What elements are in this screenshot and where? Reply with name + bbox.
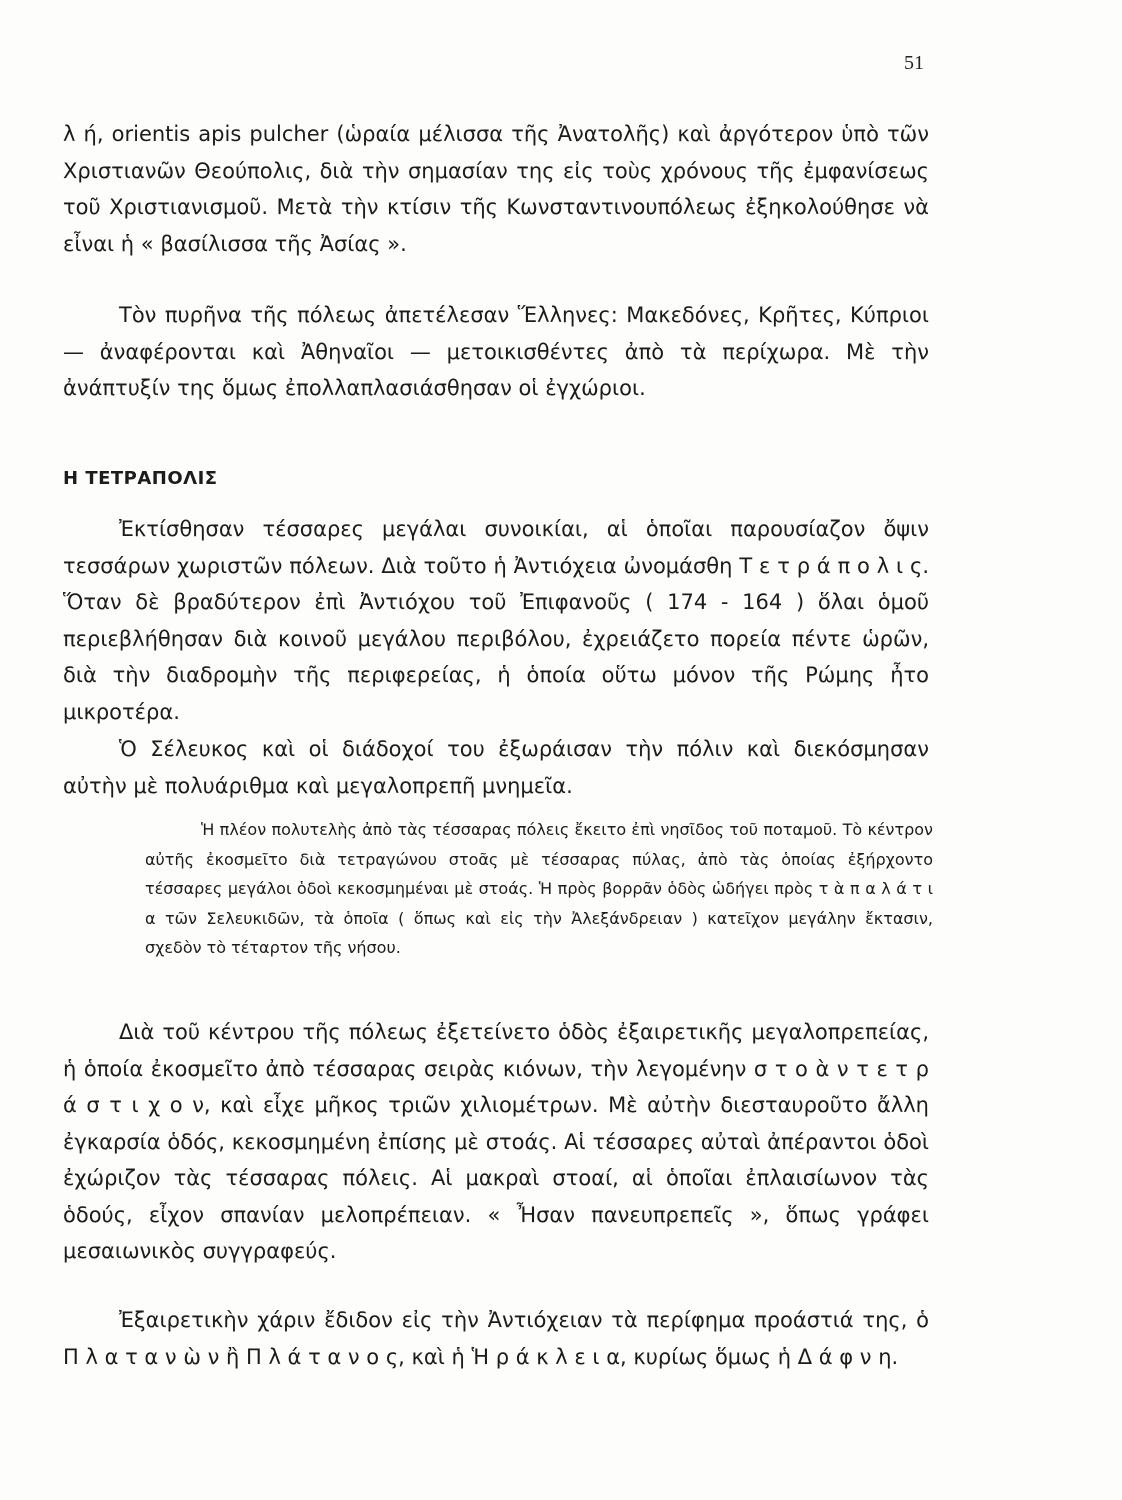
paragraph-asia-queen [63,116,929,262]
paragraph-seleucus [63,731,929,804]
paragraph-text: Ὁ Σέλευκος καὶ οἱ διάδοχοί του ἐξωράισαν τὴν πόλιν καὶ διεκόσμησαν αὐτὴν μὲ πολυάριθμα καὶ μεγαλοπρεπῆ μνημεῖα. [63,737,929,798]
paragraph-text: Τὸν πυρῆνα τῆς πόλεως ἀπετέλεσαν Ἕλληνες: Μακεδόνες, Κρῆτες, Κύπριοι — ἀναφέρονται καὶ Ἀθηναῖοι — μετοικισθέντες ἀπὸ τὰ περίχωρα. Μὲ τὴν ἀνάπτυξίν της ὅμως ἐπολλαπλασιάσθησαν οἱ ἐγχώριοι. [63,303,929,400]
paragraph-text: Ἐκτίσθησαν τέσσαρες μεγάλαι συνοικίαι, αἱ ὁποῖαι παρουσίαζον ὄψιν τεσσάρων χωριστῶν πόλεων. Διὰ τοῦτο ἡ Ἀντιόχεια ὠνομάσθη Τ ε τ ρ ά π ο λ ι ς. Ὅταν δὲ βραδύτερον ἐπὶ Ἀντιόχου τοῦ Ἐπιφανοῦς ( 174 - 164 ) ὅλαι ὁμοῦ περιεβλήθησαν διὰ κοινοῦ μεγάλου περιβόλου, ἐχρειάζετο πορεία πέντε ὡρῶν, διὰ τὴν διαδρομὴν τῆς περιφερείας, ἡ ὁποία οὕτω μόνον τῆς Ρώμης ἦτο μικροτέρα. [63,517,929,724]
section-heading-block [63,468,929,489]
paragraph-tetrapolis [63,511,929,730]
section-heading: Η ΤΕΤΡΑΠΟΛΙΣ [63,468,218,489]
paragraph-text: Διὰ τοῦ κέντρου τῆς πόλεως ἐξετείνετο ὁδὸς ἐξαιρετικῆς μεγαλοπρεπείας, ἡ ὁποία ἐκοσμεῖτο ἀπὸ τέσσαρας σειρὰς κιόνων, τὴν λεγομένην σ τ ο ὰ ν τ ε τ ρ ά σ τ ι χ ο ν, καὶ εἶχε μῆκος τριῶν χιλιομέτρων. Μὲ αὐτὴν διεσταυροῦτο ἄλλη ἐγκαρσία ὁδός, κεκοσμημένη ἐπίσης μὲ στοάς. Αἱ τέσσαρες αὐταὶ ἀπέραντοι ὁδοὶ ἐχώριζον τὰς τέσσαρας πόλεις. Αἱ μακραὶ στοαί, αἱ ὁποῖαι ἐπλαισίωνον τὰς ὁδούς, εἶχον σπανίαν μελοπρέπειαν. « Ἦσαν πανευπρεπεῖς », ὅπως γράφει μεσαιωνικὸς συγγραφεύς. [63,1020,929,1263]
paragraph-city-core [63,297,929,407]
note-island-palace [145,815,933,963]
note-text: Ἡ πλέον πολυτελὴς ἀπὸ τὰς τέσσαρας πόλεις ἔκειτο ἐπὶ νησῖδος τοῦ ποταμοῦ. Τὸ κέντρον αὐτῆς ἐκοσμεῖτο διὰ τετραγώνου στοᾶς μὲ τέσσαρας πύλας, ἀπὸ τὰς ὁποίας ἐξήρχοντο τέσσαρες μεγάλοι ὁδοὶ κεκοσμημέναι μὲ στοάς. Ἡ πρὸς βορρᾶν ὁδὸς ὡδήγει πρὸς τ ὰ π α λ ά τ ι α τῶν Σελευκιδῶν, τὰ ὁποῖα ( ὅπως καὶ εἰς τὴν Ἀλεξάνδρειαν ) κατεῖχον μεγάλην ἔκτασιν, σχεδὸν τὸ τέταρτον τῆς νήσου. [145,820,933,957]
page-number: 51 [904,52,924,74]
paragraph-colonnade-street [63,1014,929,1270]
paragraph-suburbs [63,1302,929,1375]
paragraph-text: Ἐξαιρετικὴν χάριν ἔδιδον εἰς τὴν Ἀντιόχειαν τὰ περίφημα προάστιά της, ὁ Π λ α τ α ν ὼ ν ἢ Π λ ά τ α ν ο ς, καὶ ἡ Ἡ ρ ά κ λ ε ι α, κυρίως ὅμως ἡ Δ ά φ ν η. [63,1308,929,1369]
paragraph-text: λ ή, orientis apis pulcher (ὡραία μέλισσα τῆς Ἀνατολῆς) καὶ ἀργότερον ὑπὸ τῶν Χριστιανῶν Θεούπολις, διὰ τὴν σημασίαν της εἰς τοὺς χρόνους τῆς ἐμφανίσεως τοῦ Χριστιανισμοῦ. Μετὰ τὴν κτίσιν τῆς Κωνσταντινουπόλεως ἐξηκολούθησε νὰ εἶναι ἡ « βασίλισσα τῆς Ἀσίας ». [63,122,929,256]
